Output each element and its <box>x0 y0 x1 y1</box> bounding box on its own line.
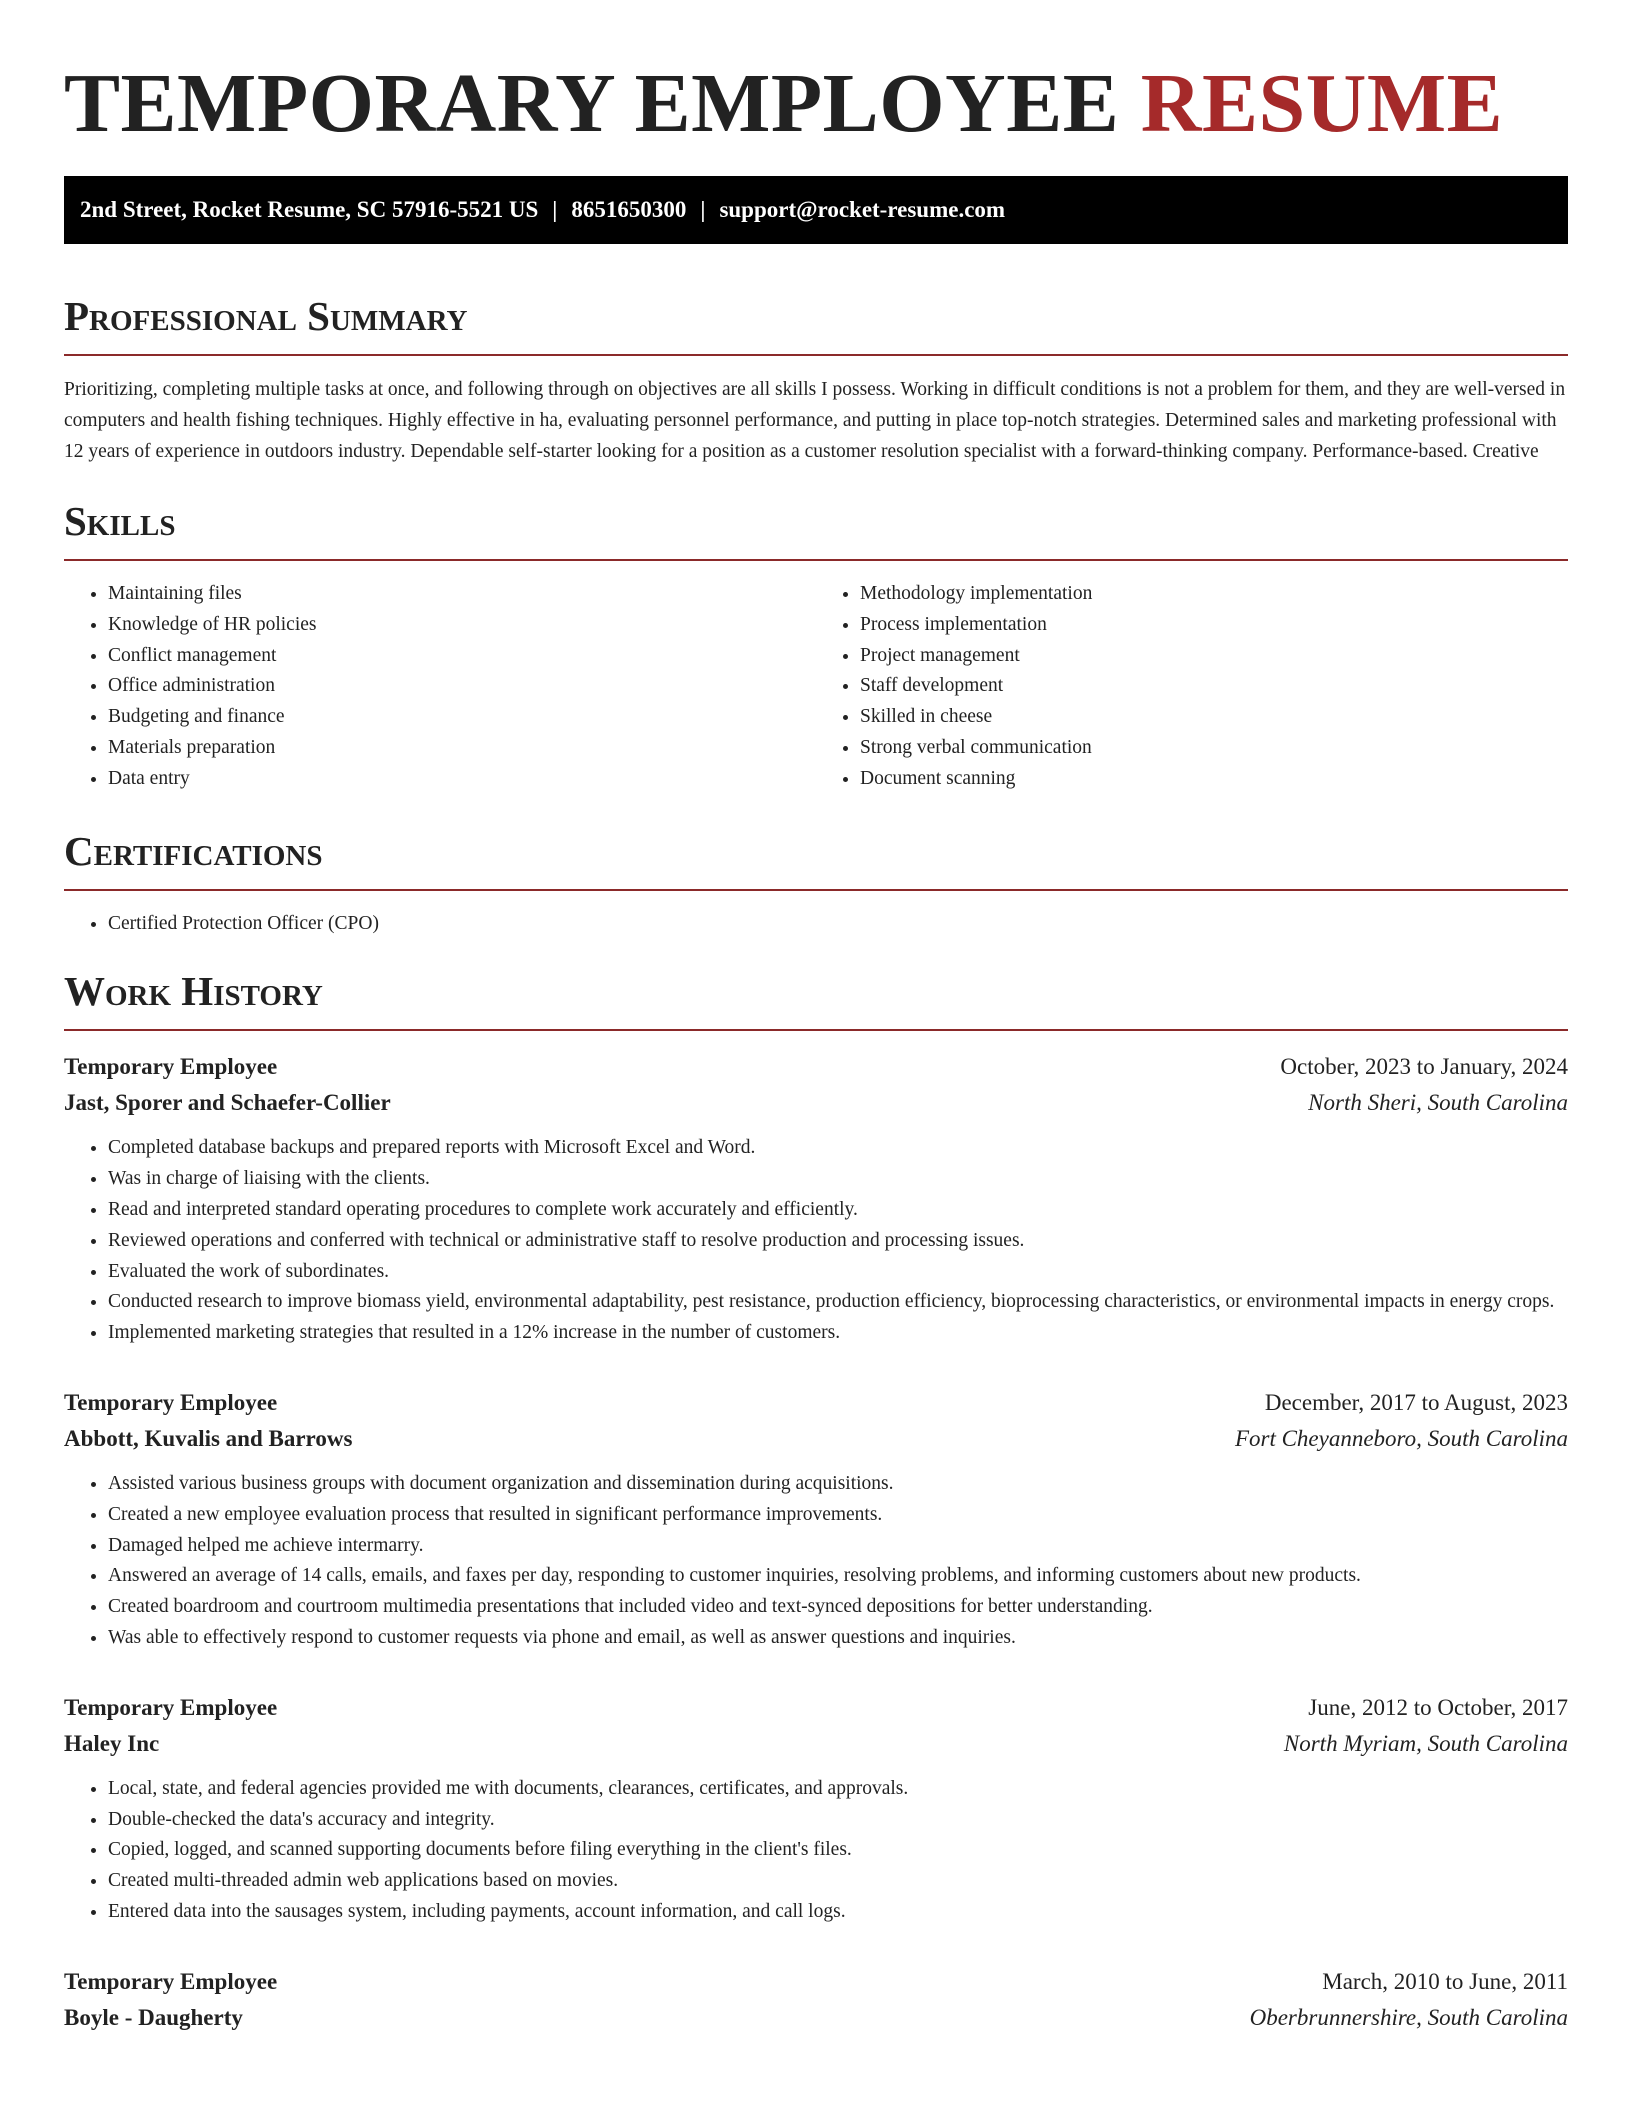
work-history-heading: Work History <box>64 965 1568 1031</box>
job-company-row <box>64 2000 1568 2036</box>
job-entry <box>64 1049 1568 1349</box>
job-duty-item: • Damaged helped me achieve intermarry. <box>108 1531 1568 1562</box>
job-company: Boyle - Daugherty <box>64 2004 243 2030</box>
skill-item: • Methodology implementation <box>860 579 1568 610</box>
job-duty-item: • Reviewed operations and conferred with technical or administrative staff to resolve production and processing issues. <box>108 1226 1568 1257</box>
resume-page <box>64 0 1568 2036</box>
job-company: Abbott, Kuvalis and Barrows <box>64 1425 353 1451</box>
job-title: Temporary Employee <box>64 1694 278 1720</box>
job-location: North Myriam, South Carolina <box>1283 1730 1568 1756</box>
contact-separator: | <box>700 197 706 222</box>
certifications-section <box>64 825 1568 940</box>
job-header-row <box>64 1690 1568 1726</box>
skill-item: • Materials preparation <box>108 733 816 764</box>
work-history-jobs <box>64 1049 1568 2035</box>
skills-heading: Skills <box>64 495 1568 561</box>
contact-address: 2nd Street, Rocket Resume, SC 57916-5521 US <box>80 197 539 222</box>
skill-item: • Office administration <box>108 671 816 702</box>
job-company: Jast, Sporer and Schaefer-Collier <box>64 1090 391 1116</box>
contact-bar <box>64 176 1568 244</box>
job-company-row <box>64 1726 1568 1762</box>
skill-item: • Maintaining files <box>108 579 816 610</box>
contact-phone: 8651650300 <box>571 197 687 222</box>
skill-item: • Conflict management <box>108 641 816 672</box>
job-header-row <box>64 1385 1568 1421</box>
job-company: Haley Inc <box>64 1730 160 1756</box>
title-accent: RESUME <box>1140 57 1504 150</box>
job-location: North Sheri, South Carolina <box>1308 1090 1568 1116</box>
job-duty-item: • Was able to effectively respond to customer requests via phone and email, as well as answer questions and inquiries. <box>108 1623 1568 1654</box>
job-dates: June, 2012 to October, 2017 <box>1308 1694 1568 1720</box>
job-entry <box>64 1964 1568 2036</box>
job-company-row <box>64 1085 1568 1121</box>
skill-item: • Staff development <box>860 671 1568 702</box>
work-history-section <box>64 965 1568 2035</box>
job-duty-item: • Assisted various business groups with document organization and dissemination during acquisitions. <box>108 1469 1568 1500</box>
job-header-row <box>64 1964 1568 2000</box>
certification-item: • Certified Protection Officer (CPO) <box>108 909 1568 940</box>
job-duty-item: • Evaluated the work of subordinates. <box>108 1257 1568 1288</box>
job-entry <box>64 1690 1568 1928</box>
skill-item: • Knowledge of HR policies <box>108 610 816 641</box>
job-entry <box>64 1385 1568 1654</box>
job-location: Oberbrunnershire, South Carolina <box>1249 2004 1568 2030</box>
skills-list-right <box>816 579 1568 795</box>
job-duty-item: • Local, state, and federal agencies provided me with documents, clearances, certificates, and approvals. <box>108 1774 1568 1805</box>
job-duty-item: • Entered data into the sausages system, including payments, account information, and call logs. <box>108 1897 1568 1928</box>
job-company-row <box>64 1421 1568 1457</box>
skill-item: • Budgeting and finance <box>108 702 816 733</box>
resume-title <box>64 56 1568 152</box>
job-duties-list <box>64 1469 1568 1654</box>
job-dates: October, 2023 to January, 2024 <box>1280 1054 1568 1080</box>
summary-text: Prioritizing, completing multiple tasks at once, and following through on objectives are all skills I possess. Working in difficult conditions is not a problem for them, and they are well-versed in computers and health fishing techniques. Highly effective in ha, evaluating personnel performance, and putting in place top-notch strategies. Determined sales and marketing professional with 12 years of experience in outdoors industry. Dependable self-starter looking for a position as a customer resolution specialist with a forward-thinking company. Performance-based. Creative <box>64 379 1566 462</box>
job-duty-item: • Implemented marketing strategies that resulted in a 12% increase in the number of customers. <box>108 1318 1568 1349</box>
job-duties-list <box>64 1133 1568 1349</box>
job-duty-item: • Answered an average of 14 calls, emails, and faxes per day, responding to customer inquiries, resolving problems, and informing customers about new products. <box>108 1561 1568 1592</box>
job-duty-item: • Read and interpreted standard operating procedures to complete work accurately and efficiently. <box>108 1195 1568 1226</box>
certifications-heading: Certifications <box>64 825 1568 891</box>
job-duty-item: • Completed database backups and prepared reports with Microsoft Excel and Word. <box>108 1133 1568 1164</box>
job-duty-item: • Copied, logged, and scanned supporting documents before filing everything in the client's files. <box>108 1835 1568 1866</box>
skills-grid <box>64 561 1568 795</box>
job-dates: December, 2017 to August, 2023 <box>1264 1389 1568 1415</box>
job-duty-item: • Created boardroom and courtroom multimedia presentations that included video and text-synced depositions for better understanding. <box>108 1592 1568 1623</box>
skill-item: • Process implementation <box>860 610 1568 641</box>
skill-item: • Project management <box>860 641 1568 672</box>
job-header-row <box>64 1049 1568 1085</box>
skills-section <box>64 495 1568 795</box>
summary-heading: Professional Summary <box>64 290 1568 356</box>
skill-item: • Strong verbal communication <box>860 733 1568 764</box>
job-title: Temporary Employee <box>64 1389 278 1415</box>
job-dates: March, 2010 to June, 2011 <box>1322 1968 1568 1994</box>
job-duty-item: • Created a new employee evaluation process that resulted in significant performance improvements. <box>108 1500 1568 1531</box>
skill-item: • Document scanning <box>860 764 1568 795</box>
skills-list-left <box>64 579 816 795</box>
summary-section <box>64 290 1568 467</box>
certifications-list <box>64 909 1568 940</box>
contact-separator: | <box>552 197 558 222</box>
job-title: Temporary Employee <box>64 1054 278 1080</box>
skill-item: • Skilled in cheese <box>860 702 1568 733</box>
title-main: TEMPORARY EMPLOYEE <box>64 57 1120 150</box>
job-location: Fort Cheyanneboro, South Carolina <box>1234 1425 1568 1451</box>
job-duty-item: • Was in charge of liaising with the clients. <box>108 1164 1568 1195</box>
job-duty-item: • Conducted research to improve biomass yield, environmental adaptability, pest resistance, production efficiency, bioprocessing characteristics, or environmental impacts in energy crops. <box>108 1287 1568 1318</box>
skill-item: • Data entry <box>108 764 816 795</box>
job-duties-list <box>64 1774 1568 1928</box>
job-title: Temporary Employee <box>64 1968 278 1994</box>
job-duty-item: • Created multi-threaded admin web applications based on movies. <box>108 1866 1568 1897</box>
job-duty-item: • Double-checked the data's accuracy and integrity. <box>108 1805 1568 1836</box>
contact-email: support@rocket-resume.com <box>719 197 1006 222</box>
